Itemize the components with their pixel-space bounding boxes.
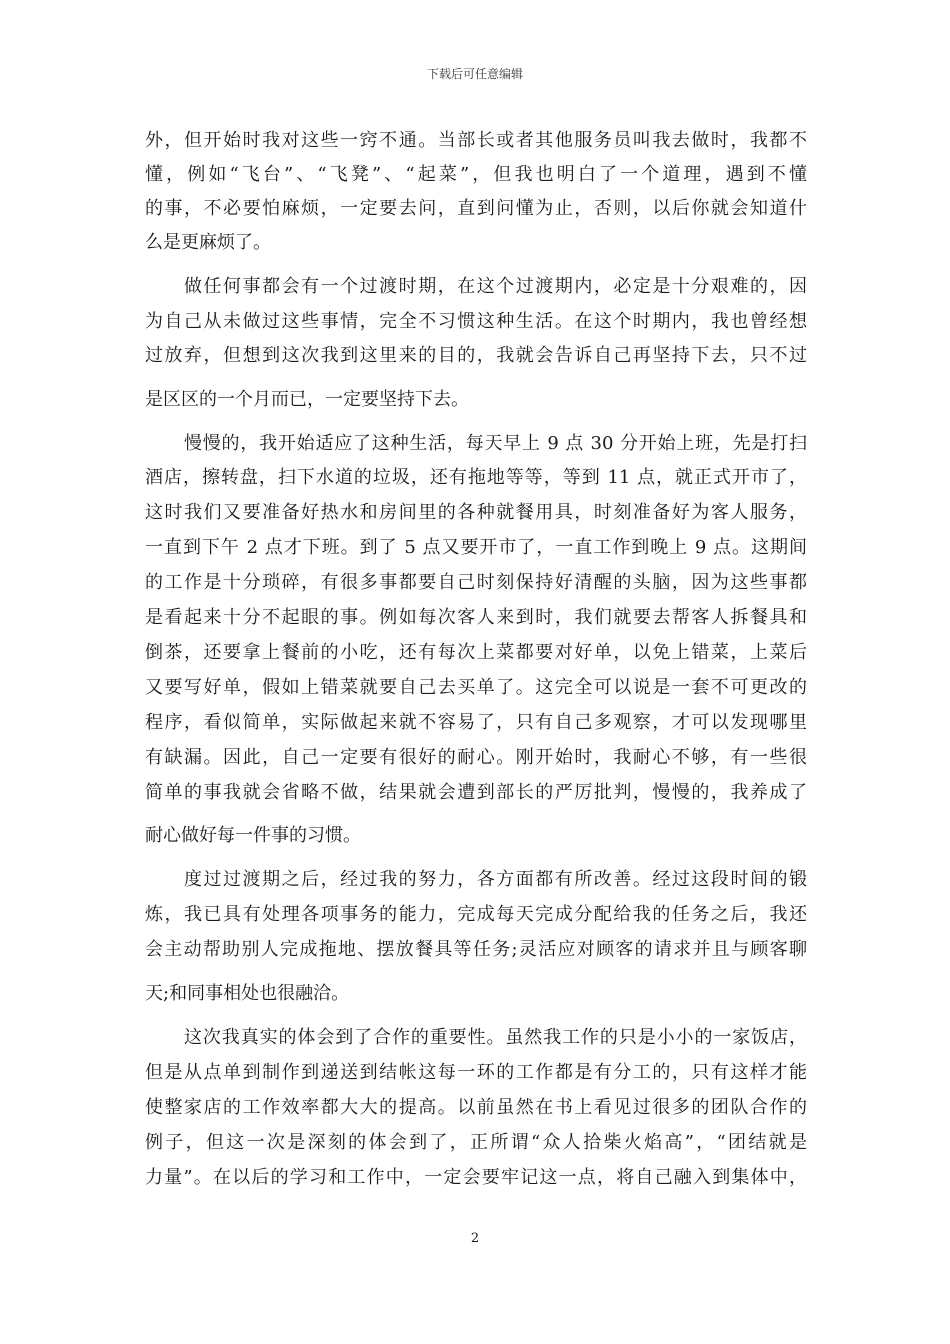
body-line: 的工作是十分琐碎，有很多事都要自己时刻保持好清醒的头脑，因为这些事都 [145, 572, 807, 593]
body-line: 有缺漏。因此，自己一定要有很好的耐心。刚开始时，我耐心不够，有一些很 [145, 747, 807, 768]
body-line: 简单的事我就会省略不做，结果就会遭到部长的严厉批判，慢慢的，我养成了 [145, 782, 807, 803]
body-line: 耐心做好每一件事的习惯。 [145, 825, 361, 846]
body-line: 一直到下午 2 点才下班。到了 5 点又要开市了，一直工作到晚上 9 点。这期间 [145, 537, 807, 558]
page-header: 下载后可任意编辑 [426, 67, 523, 81]
body-line: 炼，我已具有处理各项事务的能力，完成每天完成分配给我的任务之后，我还 [145, 904, 807, 925]
body-line: 使整家店的工作效率都大大的提高。以前虽然在书上看见过很多的团队合作的 [145, 1097, 807, 1118]
body-line: 的事，不必要怕麻烦，一定要去问，直到问懂为止，否则，以后你就会知道什 [145, 198, 807, 219]
body-line: 外，但开始时我对这些一窍不通。当部长或者其他服务员叫我去做时，我都不 [145, 130, 807, 151]
body-line: 过放弃，但想到这次我到这里来的目的，我就会告诉自己再坚持下去，只不过 [145, 345, 807, 366]
body-line: 会主动帮助别人完成拖地、摆放餐具等任务;灵活应对顾客的请求并且与顾客聊 [145, 939, 807, 960]
body-line: 又要写好单，假如上错菜就要自己去买单了。这完全可以说是一套不可更改的 [145, 677, 807, 698]
paragraph-first-line: 这次我真实的体会到了合作的重要性。虽然我工作的只是小小的一家饭店， [184, 1027, 807, 1048]
body-line: 但是从点单到制作到递送到结帐这每一环的工作都是有分工的，只有这样才能 [145, 1062, 807, 1083]
body-line: 力量”。在以后的学习和工作中，一定会要牢记这一点，将自己融入到集体中， [145, 1167, 807, 1188]
body-line: 酒店，擦转盘，扫下水道的垃圾，还有拖地等等，等到 11 点，就正式开市了， [145, 467, 807, 488]
page-number: 2 [470, 1231, 480, 1246]
body-line: 懂，例如“飞台”、“飞凳”、“起菜”，但我也明白了一个道理，遇到不懂 [145, 164, 807, 185]
paragraph-first-line: 度过过渡期之后，经过我的努力，各方面都有所改善。经过这段时间的锻 [184, 869, 807, 890]
body-line: 为自己从未做过这些事情，完全不习惯这种生活。在这个时期内，我也曾经想 [145, 311, 807, 332]
body-line: 是看起来十分不起眼的事。例如每次客人来到时，我们就要去帮客人拆餐具和 [145, 607, 807, 628]
body-line: 天;和同事相处也很融洽。 [145, 983, 350, 1004]
body-line: 是区区的一个月而已，一定要坚持下去。 [145, 389, 469, 410]
body-line: 例子，但这一次是深刻的体会到了，正所谓“众人拾柴火焰高”，“团结就是 [145, 1132, 807, 1153]
paragraph-first-line: 慢慢的，我开始适应了这种生活，每天早上 9 点 30 分开始上班，先是打扫 [184, 433, 807, 454]
body-line: 么是更麻烦了。 [145, 232, 271, 253]
body-line: 这时我们又要准备好热水和房间里的各种就餐用具，时刻准备好为客人服务， [145, 502, 807, 523]
body-line: 倒茶，还要拿上餐前的小吃，还有每次上菜都要对好单，以免上错菜，上菜后 [145, 642, 807, 663]
body-line: 程序，看似简单，实际做起来就不容易了，只有自己多观察，才可以发现哪里 [145, 712, 807, 733]
paragraph-first-line: 做任何事都会有一个过渡时期，在这个过渡期内，必定是十分艰难的，因 [184, 276, 807, 297]
